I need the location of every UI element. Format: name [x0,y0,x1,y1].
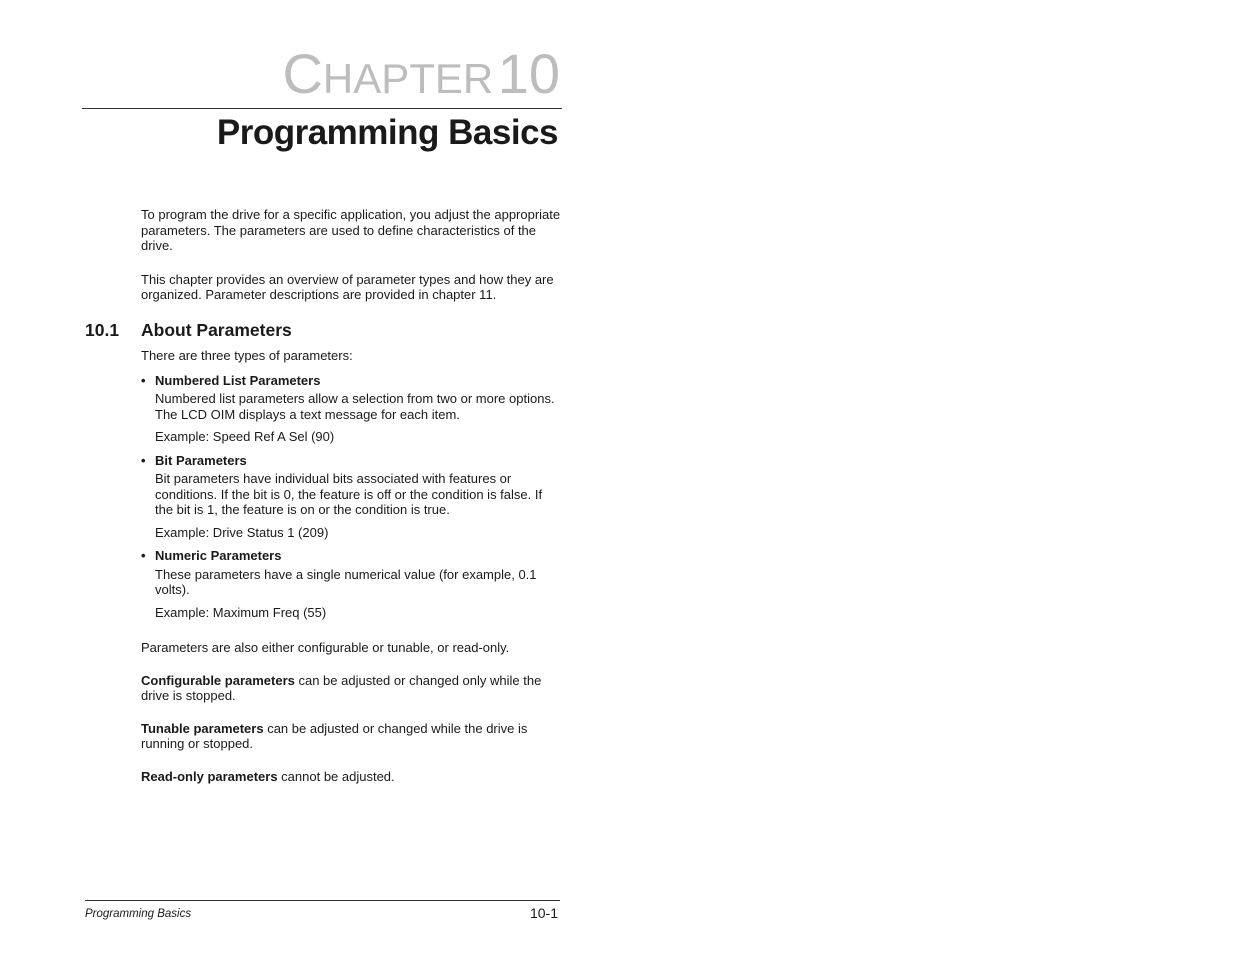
list-item-description: Bit parameters have individual bits associated with features or conditions. If the bit is 0, the feature is off or the condition is false. If the bit is 1, the feature is on or the condition is true. [155,471,543,517]
configurable-definition: can be adjusted or changed only while the drive is stopped. [141,672,542,703]
list-item-title: Numbered List Parameters [155,372,321,388]
footer-title: Programming Basics [85,908,192,920]
list-item [141,373,561,445]
list-item-example: Example: Maximum Freq (55) [155,604,327,620]
parameter-access-intro: Parameters are also either configurable or tunable, or read-only. [141,640,510,655]
parameter-types-block [141,348,561,628]
chapter-title: Programming Basics [216,113,558,152]
section-title: About Parameters [141,320,292,340]
readonly-paragraph [141,769,561,785]
list-item [141,548,561,620]
list-item-description: Numbered list parameters allow a selection from two or more options. The LCD OIM displays a text message for each item. [155,391,555,422]
bullet-icon: • [141,548,146,563]
list-item [141,453,561,541]
tunable-definition: can be adjusted or changed while the drive is running or stopped. [141,720,528,751]
tunable-term: Tunable parameters [141,720,264,736]
intro-paragraph-1: To program the drive for a specific application, you adjust the appropriate parameters. The parameters are used to define characteristics of the drive. [141,207,561,253]
intro-paragraph-2: This chapter provides an overview of parameter types and how they are organized. Parameter descriptions are provided in chapter 11. [141,271,554,302]
readonly-term: Read-only parameters [141,768,278,784]
list-item-title: Numeric Parameters [155,548,282,563]
readonly-definition: cannot be adjusted. [277,768,395,784]
configurable-term: Configurable parameters [141,672,295,688]
bullet-icon: • [141,372,146,388]
chapter-label-rest: HAPTER [322,55,494,102]
list-item-description: These parameters have a single numerical value (for example, 0.1 volts). [155,566,537,597]
configurable-paragraph [141,673,561,704]
chapter-divider [82,108,562,109]
section-number: 10.1 [85,320,120,340]
chapter-number: 10 [497,42,560,105]
list-item-example: Example: Speed Ref A Sel (90) [155,429,335,444]
list-intro: There are three types of parameters: [141,348,353,363]
list-item-example: Example: Drive Status 1 (209) [155,524,329,540]
footer-divider [85,900,560,901]
section-heading [85,319,565,341]
intro-block [141,207,561,321]
list-item-title: Bit Parameters [155,452,247,468]
page-number: 10-1 [529,905,558,921]
bullet-icon: • [141,452,146,468]
chapter-label [282,42,560,105]
chapter-label-initial: C [282,42,323,105]
parameter-access-block [141,640,561,801]
tunable-paragraph [141,721,561,752]
